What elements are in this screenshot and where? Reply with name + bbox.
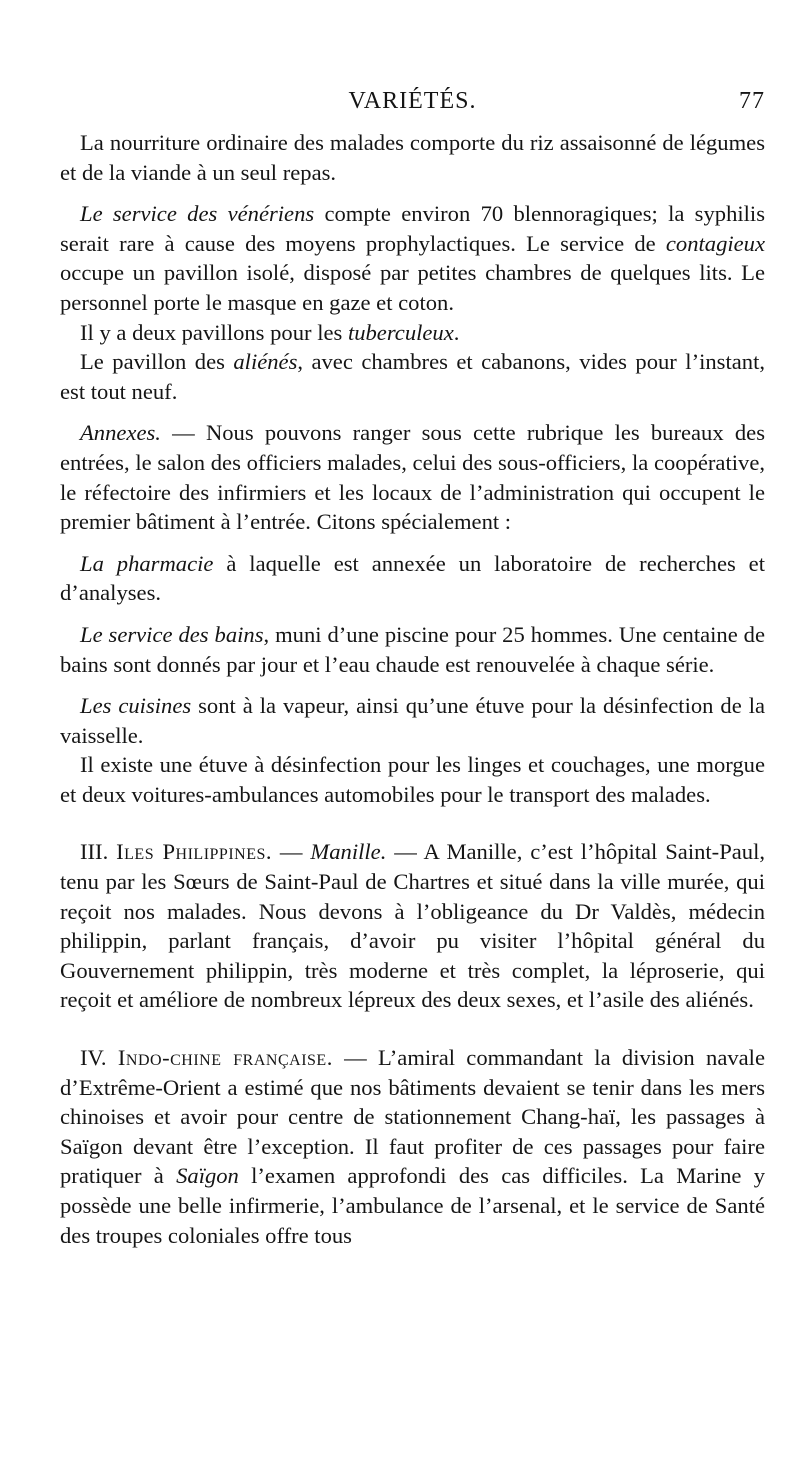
section-heading: Indo-chine française.: [117, 1045, 333, 1071]
running-head: [60, 88, 765, 122]
italic-term: Annexes.: [80, 420, 161, 446]
paragraph-bains: Le service des bains, muni d’une piscine pour 25 hommes. Une centaine de bains sont donnés par jour et l’eau chaude est renouvelée à chaque série.: [60, 621, 766, 677]
paragraph-nourriture: La nourriture ordinaire des malades comporte du riz assaisonné de légumes et de la viande à un seul repas.: [60, 130, 765, 185]
section-philippines: III. Iles Philippines. — Manille. — A Manille, c’est l’hôpital Saint-Paul, tenu par les Sœurs de Saint-Paul de Chartres et situé dans la ville murée, qui reçoit nos malades. Nous devons à l’obligeance du Dr Valdès, médecin philippin, parlant français, d’avoir pu visiter l’hôpital général du Gouvernement philippin, très moderne et très complet, la léproserie, qui reçoit et améliore de nombreux lépreux des deux sexes, et l’asile des aliénés.: [60, 839, 766, 1013]
italic-term: Manille.: [310, 839, 387, 865]
paragraph-alienes: Le pavillon des aliénés, avec chambres et cabanons, vides pour l’instant, est tout neuf.: [60, 349, 765, 404]
italic-term: aliénés: [233, 349, 298, 375]
section-number: III.: [80, 839, 109, 865]
section-heading: Iles Philippines.: [116, 839, 273, 865]
paragraph-veneriens: Le service des vénériens compte environ 70 blennoragiques; la syphilis serait rare à cause des moyens prophylactiques. Le service de contagieux occupe un pavillon isolé, disposé par petites chambres de quelques lits. Le personnel porte le masque en gaze et coton.: [60, 201, 765, 315]
section-indochine: IV. Indo-chine française. — L’amiral commandant la division navale d’Extrême-Orient a estimé que nos bâtiments devaient se tenir dans les mers chinoises et avoir pour centre de stationnement Chang-haï, les passages à Saïgon devant être l’exception. Il faut profiter de ces passages pour faire pratiquer à Saïgon l’examen approfondi des cas difficiles. La Marine y possède une belle infirmerie, l’ambulance de l’arsenal, et le service de Santé des troupes coloniales offre tous: [60, 1045, 765, 1248]
paragraph-annexes: Annexes. — Nous pouvons ranger sous cette rubrique les bureaux des entrées, le salon des officiers malades, celui des sous-officiers, la coopérative, le réfectoire des infirmiers et les locaux de l’administration qui occupent le premier bâtiment à l’entrée. Citons spécialement :: [60, 420, 765, 535]
paragraph-etuve: Il existe une étuve à désinfection pour les linges et couchages, une morgue et deux voitures-ambulances automobiles pour le transport des malades.: [60, 752, 765, 807]
italic-term: Le service des bains: [80, 621, 264, 647]
body-text: [60, 128, 765, 1250]
paragraph-tuberculeux: Il y a deux pavillons pour les tuberculeux.: [80, 319, 460, 345]
paragraph-pharmacie: La pharmacie à laquelle est annexée un laboratoire de recherches et d’analyses.: [60, 550, 765, 606]
italic-term: Saïgon: [176, 1163, 239, 1189]
italic-term: Les cuisines: [80, 693, 192, 719]
italic-term: Le service des vénériens: [80, 201, 315, 227]
italic-term: La pharmacie: [80, 550, 214, 576]
italic-term: contagieux: [665, 230, 765, 256]
paragraph-cuisines: Les cuisines sont à la vapeur, ainsi qu’une étuve pour la désinfection de la vaisselle.: [60, 693, 765, 748]
section-number: IV.: [80, 1045, 107, 1071]
page-number: 77: [739, 88, 765, 114]
italic-term: tuberculeux: [347, 319, 454, 345]
running-title: VARIÉTÉS.: [348, 88, 477, 114]
